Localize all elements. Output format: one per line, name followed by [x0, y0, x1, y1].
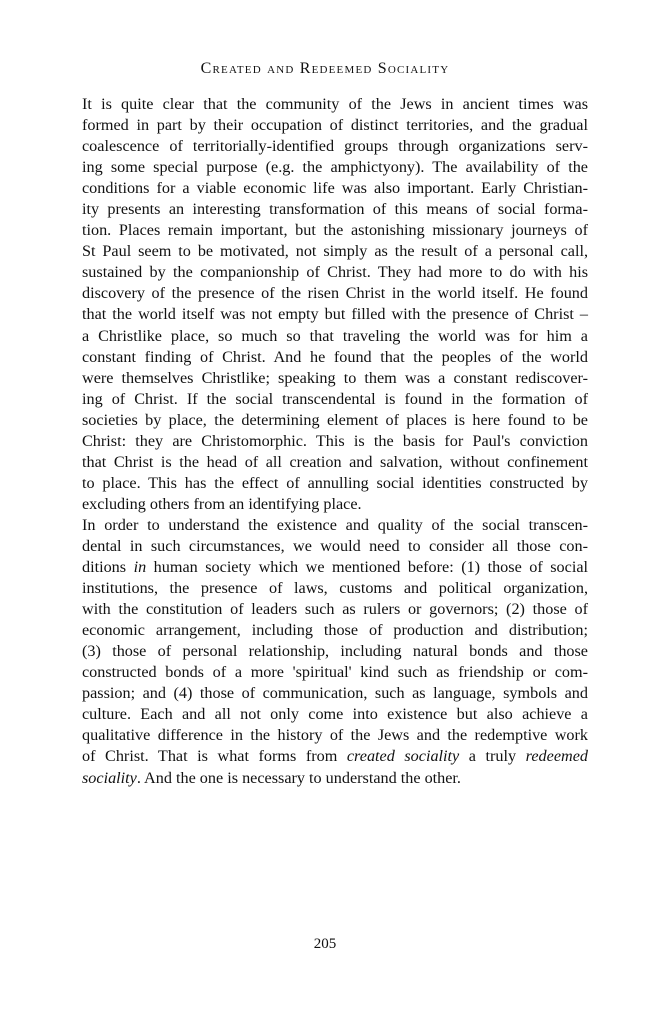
text-run: societies by place, the determining element of places is here found to be [82, 410, 588, 429]
text-line [64, 94, 588, 115]
italic-text: sociality [82, 768, 137, 787]
text-line [64, 241, 588, 262]
paragraph-1 [64, 94, 588, 515]
text-line [64, 620, 588, 641]
text-run: dental in such circumstances, we would need to consider all those con- [82, 536, 588, 555]
text-run: passion; and (4) those of communication, such as language, symbols and [82, 684, 588, 703]
text-run: that Christ is the head of all creation and salvation, without confinement [82, 452, 588, 471]
text-line [64, 115, 588, 136]
text-run: a truly [459, 747, 526, 766]
text-run: ing of Christ. If the social transcendental is found in the formation of [82, 389, 588, 408]
text-line [64, 157, 588, 178]
text-run: discovery of the presence of the risen Christ in the world itself. He found [82, 284, 588, 303]
text-line [64, 304, 588, 325]
running-head: Created and Redeemed Sociality [200, 60, 450, 77]
text-run: that the world itself was not empty but filled with the presence of Christ – [82, 305, 588, 324]
text-run: coalescence of territorially-identified groups through organizations serv- [82, 137, 588, 156]
paragraph-2 [64, 515, 588, 789]
text-line [64, 557, 588, 578]
text-line [64, 178, 588, 199]
text-run: Christ: they are Christomorphic. This is the basis for Paul's conviction [82, 431, 588, 450]
text-run: conditions for a viable economic life was also important. Early Christian- [82, 179, 588, 198]
text-line [64, 662, 588, 683]
text-line [64, 725, 588, 746]
text-run: sustained by the companionship of Christ. They had more to do with his [82, 263, 588, 282]
text-line [64, 199, 588, 220]
text-line [64, 746, 588, 767]
text-run: constant finding of Christ. And he found that the peoples of the world [82, 347, 588, 366]
text-line [64, 431, 588, 452]
text-line [64, 220, 588, 241]
text-line [64, 768, 588, 789]
text-run: to place. This has the effect of annulling social identities constructed by [82, 473, 588, 492]
text-run: formed in part by their occupation of distinct territories, and the gradual [82, 116, 588, 135]
text-run: culture. Each and all not only come into existence but also achieve a [82, 705, 588, 724]
text-line [64, 536, 588, 557]
text-run: constructed bonds of a more 'spiritual' kind such as friendship or com- [82, 663, 588, 682]
text-line [64, 494, 588, 515]
italic-text: redeemed [525, 747, 588, 766]
text-run: tion. Places remain important, but the astonishing missionary journeys of [82, 221, 588, 240]
text-run: St Paul seem to be motivated, not simply as the result of a personal call, [82, 242, 588, 261]
body-text [64, 94, 588, 789]
text-run: a Christlike place, so much so that traveling the world was for him a [82, 326, 588, 345]
text-run: qualitative difference in the history of the Jews and the redemptive work [82, 726, 588, 745]
italic-text: created sociality [346, 747, 460, 766]
text-run: ing some special purpose (e.g. the amphictyony). The availability of the [82, 158, 588, 177]
text-line [64, 283, 588, 304]
text-line [64, 683, 588, 704]
text-run: It is quite clear that the community of the Jews in ancient times was [82, 95, 588, 113]
text-line [64, 473, 588, 494]
text-line [64, 641, 588, 662]
text-line [64, 136, 588, 157]
text-run: ditions [82, 558, 134, 577]
text-line [64, 578, 588, 599]
text-line [64, 410, 588, 431]
text-run: were themselves Christlike; speaking to them was a constant rediscover- [82, 368, 588, 387]
text-run: (3) those of personal relationship, including natural bonds and those [82, 642, 588, 661]
text-run: human society which we mentioned before: (1) those of social [146, 558, 588, 577]
page-number: 205 [313, 936, 337, 952]
text-line [64, 452, 588, 473]
text-run: with the constitution of leaders such as rulers or governors; (2) those of [82, 600, 588, 619]
text-run: . And the one is necessary to understand the other. [136, 768, 461, 787]
text-run: economic arrangement, including those of production and distribution; [82, 621, 588, 640]
text-line [64, 347, 588, 368]
text-line [64, 368, 588, 389]
text-line [64, 599, 588, 620]
text-run: ity presents an interesting transformation of this means of social forma- [82, 200, 588, 219]
text-line [64, 262, 588, 283]
text-run: institutions, the presence of laws, customs and political organization, [82, 579, 588, 598]
text-line [64, 515, 588, 536]
text-run: In order to understand the existence and quality of the social transcen- [82, 515, 588, 534]
text-line [64, 326, 588, 347]
text-run: of Christ. That is what forms from [82, 747, 347, 766]
text-line [64, 704, 588, 725]
italic-text: in [133, 558, 147, 577]
text-run: excluding others from an identifying place. [82, 494, 362, 513]
text-line [64, 389, 588, 410]
